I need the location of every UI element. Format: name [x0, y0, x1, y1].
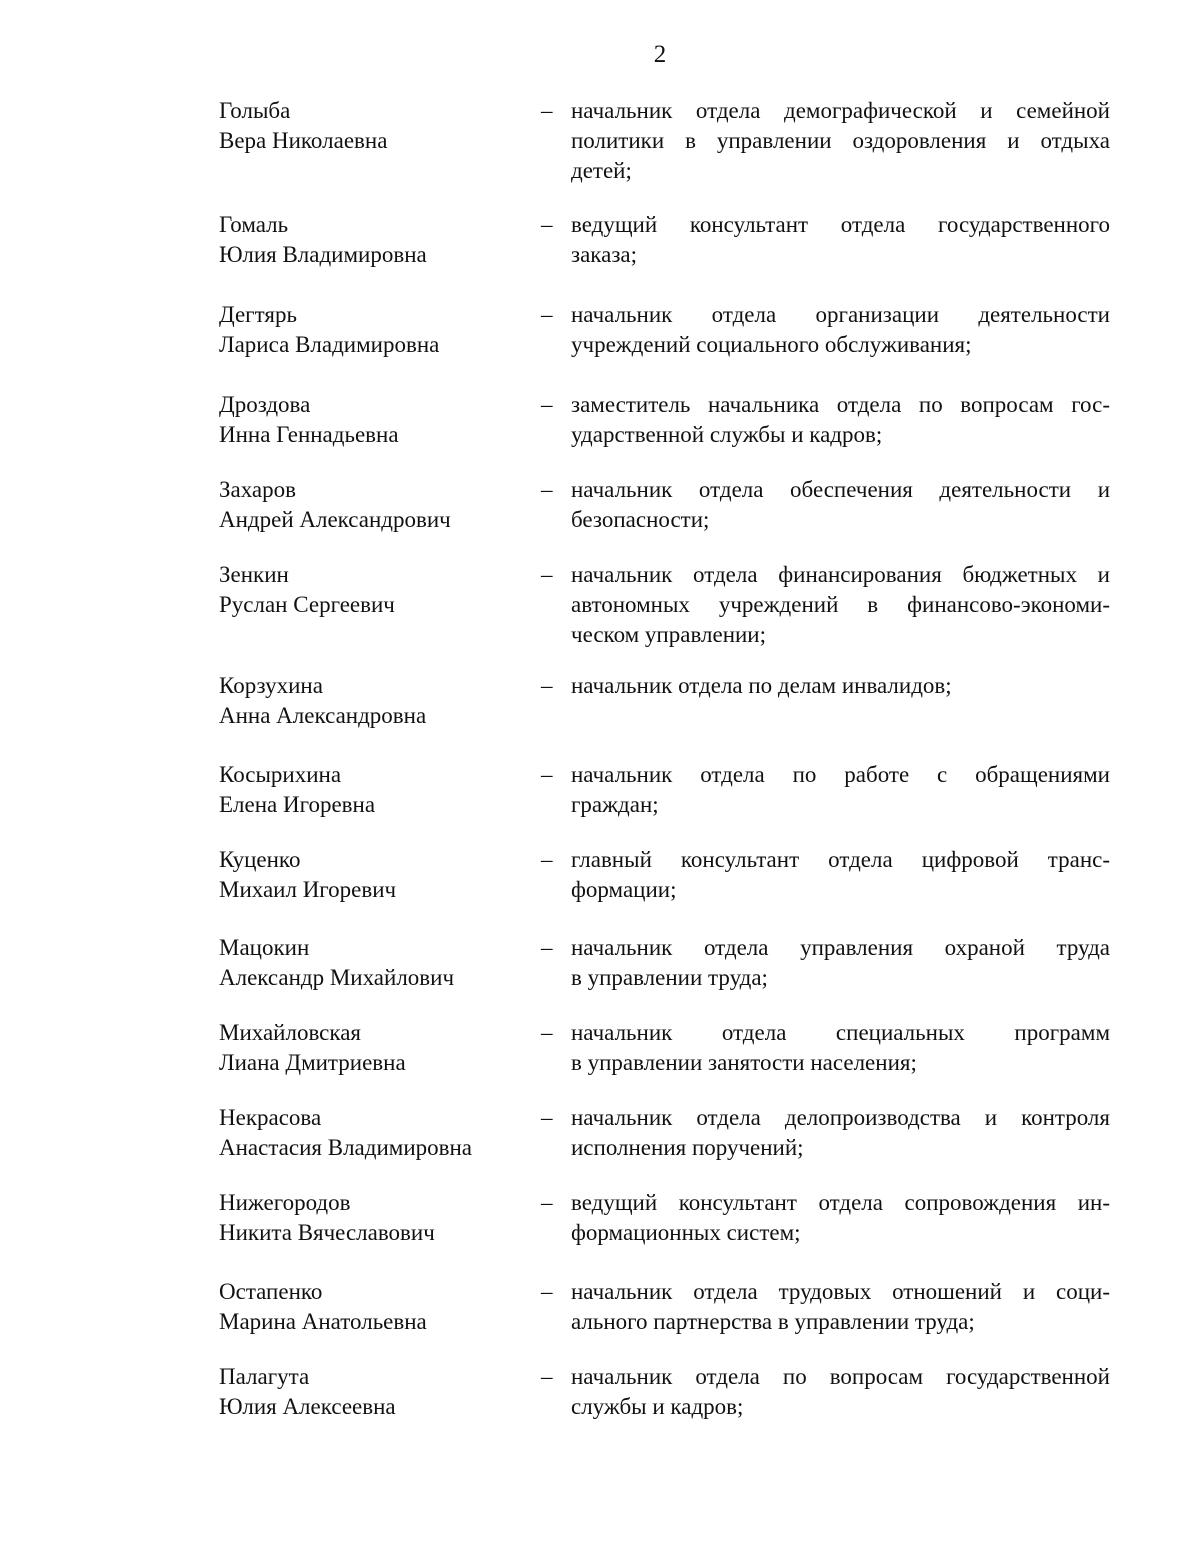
position-description: [571, 390, 1110, 450]
given-names: Михаил Игоревич: [219, 877, 397, 902]
surname: Куценко: [219, 847, 301, 872]
surname: Корзухина: [219, 673, 323, 698]
surname: Мацокин: [219, 935, 310, 960]
person-name: [219, 1188, 529, 1248]
person-name: [219, 210, 529, 270]
description-line: ческом управлении;: [571, 622, 767, 647]
description-line: автономных учреждений в финансово-экономи-: [571, 592, 1110, 617]
surname: Захаров: [219, 477, 296, 502]
position-description: [571, 1362, 1110, 1422]
position-description: [571, 1188, 1110, 1248]
position-description: [571, 1103, 1110, 1163]
surname: Остапенко: [219, 1279, 323, 1304]
description-line: начальник отдела специальных программ: [571, 1020, 1110, 1045]
position-description: [571, 671, 1110, 701]
person-name: [219, 845, 529, 905]
surname: Голыба: [219, 98, 291, 123]
position-description: [571, 760, 1110, 820]
description-line: начальник отдела делопроизводства и контроля: [571, 1105, 1110, 1130]
given-names: Юлия Владимировна: [219, 242, 427, 267]
description-line: учреждений социального обслуживания;: [571, 332, 972, 357]
description-line: начальник отдела по вопросам государственной: [571, 1364, 1110, 1389]
position-description: [571, 96, 1110, 186]
description-line: начальник отдела управления охраной труда: [571, 935, 1110, 960]
person-name: [219, 760, 529, 820]
description-line: начальник отдела демографической и семейной: [571, 98, 1110, 123]
person-name: [219, 933, 529, 993]
given-names: Анна Александровна: [219, 703, 427, 728]
surname: Некрасова: [219, 1105, 322, 1130]
person-name: [219, 96, 529, 156]
person-name: [219, 560, 529, 620]
surname: Дегтярь: [219, 302, 297, 327]
person-name: [219, 671, 529, 731]
description-line: ударственной службы и кадров;: [571, 422, 883, 447]
description-line: начальник отдела по делам инвалидов;: [571, 673, 952, 698]
description-line: начальник отдела по работе с обращениями: [571, 762, 1110, 787]
surname: Зенкин: [219, 562, 289, 587]
dash: –: [541, 98, 553, 123]
dash: –: [541, 477, 553, 502]
description-line: главный консультант отдела цифровой транс-: [571, 847, 1110, 872]
given-names: Лариса Владимировна: [219, 332, 440, 357]
position-description: [571, 475, 1110, 535]
person-name: [219, 475, 529, 535]
description-line: начальник отдела трудовых отношений и соци-: [571, 1279, 1110, 1304]
dash: –: [541, 1364, 553, 1389]
dash: –: [541, 762, 553, 787]
surname: Косырихина: [219, 762, 342, 787]
dash: –: [541, 562, 553, 587]
person-name: [219, 300, 529, 360]
description-line: формации;: [571, 877, 677, 902]
person-name: [219, 1018, 529, 1078]
given-names: Андрей Александрович: [219, 507, 451, 532]
given-names: Вера Николаевна: [219, 128, 388, 153]
description-line: начальник отдела организации деятельности: [571, 302, 1110, 327]
surname: Гомаль: [219, 212, 289, 237]
dash: –: [541, 302, 553, 327]
given-names: Александр Михайлович: [219, 965, 455, 990]
position-description: [571, 300, 1110, 360]
position-description: [571, 560, 1110, 650]
surname: Палагута: [219, 1364, 310, 1389]
given-names: Руслан Сергеевич: [219, 592, 395, 617]
person-name: [219, 1362, 529, 1422]
dash: –: [541, 1190, 553, 1215]
given-names: Юлия Алексеевна: [219, 1394, 396, 1419]
description-line: политики в управлении оздоровления и отдыха: [571, 128, 1110, 153]
given-names: Никита Вячеславович: [219, 1220, 435, 1245]
person-name: [219, 1103, 529, 1163]
surname: Дроздова: [219, 392, 311, 417]
position-description: [571, 210, 1110, 270]
description-line: формационных систем;: [571, 1220, 801, 1245]
position-description: [571, 845, 1110, 905]
dash: –: [541, 673, 553, 698]
position-description: [571, 1277, 1110, 1337]
position-description: [571, 933, 1110, 993]
given-names: Марина Анатольевна: [219, 1309, 427, 1334]
description-line: в управлении труда;: [571, 965, 768, 990]
surname: Михайловская: [219, 1020, 361, 1045]
description-line: исполнения поручений;: [571, 1135, 804, 1160]
dash: –: [541, 392, 553, 417]
description-line: ведущий консультант отдела государственного: [571, 212, 1110, 237]
description-line: заместитель начальника отдела по вопросам гос-: [571, 392, 1110, 417]
description-line: детей;: [571, 158, 632, 183]
dash: –: [541, 1020, 553, 1045]
dash: –: [541, 212, 553, 237]
description-line: начальник отдела финансирования бюджетных и: [571, 562, 1110, 587]
description-line: ведущий консультант отдела сопровождения ин-: [571, 1190, 1110, 1215]
given-names: Елена Игоревна: [219, 792, 376, 817]
surname: Нижегородов: [219, 1190, 351, 1215]
person-name: [219, 390, 529, 450]
description-line: в управлении занятости населения;: [571, 1050, 917, 1075]
description-line: безопасности;: [571, 507, 710, 532]
description-line: службы и кадров;: [571, 1394, 744, 1419]
dash: –: [541, 1279, 553, 1304]
position-description: [571, 1018, 1110, 1078]
description-line: ального партнерства в управлении труда;: [571, 1309, 975, 1334]
dash: –: [541, 847, 553, 872]
dash: –: [541, 1105, 553, 1130]
description-line: начальник отдела обеспечения деятельности и: [571, 477, 1110, 502]
given-names: Анастасия Владимировна: [219, 1135, 472, 1160]
given-names: Лиана Дмитриевна: [219, 1050, 406, 1075]
given-names: Инна Геннадьевна: [219, 422, 399, 447]
person-name: [219, 1277, 529, 1337]
dash: –: [541, 935, 553, 960]
description-line: заказа;: [571, 242, 638, 267]
page-number: 2: [653, 41, 667, 68]
description-line: граждан;: [571, 792, 659, 817]
